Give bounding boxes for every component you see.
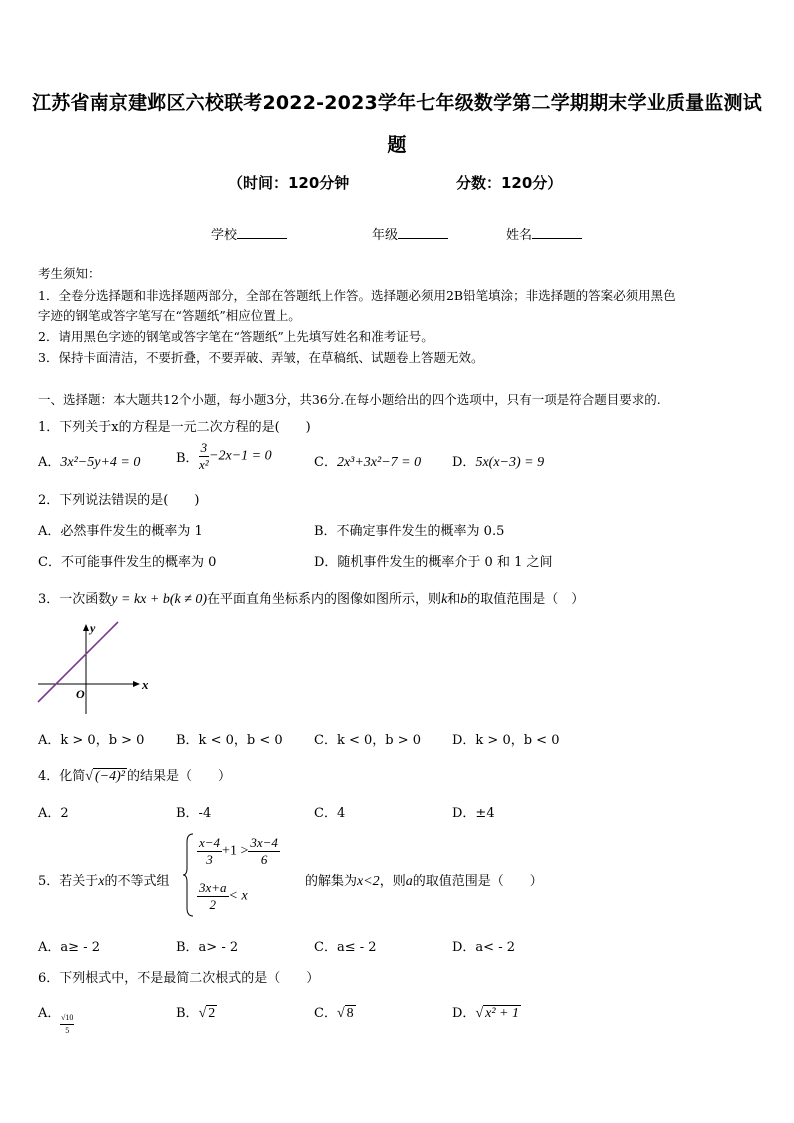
school-field — [211, 224, 287, 243]
q4-stem: 4．化简√ (−4)² 的结果是（ ） — [38, 769, 231, 784]
q4-option-d: D．±4 — [452, 806, 495, 821]
fraction: $\frac{3}{\text{x²}}$ — [198, 440, 209, 472]
q3-stem: 3．一次函数y = kx + b(k ≠ 0)在平面直角坐标系内的图像如图所示，则k和b的取值范围是（ ） — [38, 592, 585, 607]
q6-option-b: B．√ 2 — [176, 1006, 216, 1021]
q4-option-b: B．-4 — [176, 806, 212, 821]
q5-stem-pre: 5．若关于x的不等式组 — [38, 874, 170, 889]
notice-item-1-cont: 字迹的钢笔或答字笔写在“答题纸”相应位置上。 — [38, 308, 301, 323]
grade-label: 年级 — [372, 228, 399, 243]
q3-option-b: B．k < 0，b < 0 — [176, 733, 283, 748]
x-axis-arrow — [133, 681, 140, 687]
section-heading: 一、选择题：本大题共12个小题，每小题3分，共36分.在每小题给出的四个选项中，只有一项是符合题目要求的. — [38, 392, 661, 407]
y-axis-label: y — [90, 621, 96, 635]
q5-option-a: A．a≥ - 2 — [38, 940, 100, 955]
notice-heading: 考生须知： — [38, 266, 101, 281]
q4-option-a: A．2 — [38, 806, 69, 821]
origin-label: O — [76, 687, 85, 701]
q3-option-a: A．k > 0，b > 0 — [38, 733, 145, 748]
sqrt-expression: √ (−4)² — [85, 769, 125, 784]
notice-item-2: 2．请用黑色字迹的钢笔或答字笔在“答题纸”上先填写姓名和准考证号。 — [38, 329, 434, 344]
q1-stem: 1．下列关于x的方程是一元二次方程的是( ) — [38, 420, 311, 435]
school-label: 学校 — [211, 228, 238, 243]
q1-option-b: B． $\frac{3}{\text{x²}}$ −2x−1 = 0 — [176, 440, 272, 472]
score-label: 分数：120分） — [456, 174, 563, 192]
system-brace — [183, 832, 195, 918]
q1-option-d: D．5x(x−3) = 9 — [452, 455, 545, 470]
grade-field — [372, 224, 448, 243]
grade-blank — [398, 226, 448, 239]
notice-item-1: 1．全卷分选择题和非选择题两部分，全部在答题纸上作答。选择题必须用2B铅笔填涂；非选择题的答案必须用黑色 — [38, 288, 676, 303]
q5-option-d: D．a< - 2 — [452, 940, 515, 955]
name-blank — [532, 226, 582, 239]
q1-option-c: C．2x³+3x²−7 = 0 — [314, 455, 422, 470]
x-axis-label: x — [142, 677, 149, 692]
time-label: （时间：120分钟 — [228, 174, 350, 192]
school-blank — [237, 226, 287, 239]
q6-option-a: A． — [38, 1006, 61, 1021]
name-label: 姓名 — [506, 228, 533, 243]
name-field — [506, 224, 582, 243]
q2-option-a: A．必然事件发生的概率为 1 — [38, 524, 203, 539]
q5-option-b: B．a> - 2 — [176, 940, 239, 955]
page-title-cont: 题 — [387, 134, 407, 156]
q3-option-c: C．k < 0，b > 0 — [314, 733, 422, 748]
q5-inequality-2: $\frac{3x+a}{2}$ < x — [199, 880, 248, 912]
q1-option-a: A．3x²−5y+4 = 0 — [38, 455, 141, 470]
q4-option-c: C．4 — [314, 806, 346, 821]
q2-option-d: D．随机事件发生的概率介于 0 和 1 之间 — [314, 555, 553, 570]
q5-stem-post: 的解集为x<2，则a的取值范围是（ ） — [305, 874, 543, 889]
q5-option-c: C．a≤ - 2 — [314, 940, 377, 955]
q6-stem: 6．下列根式中，不是最简二次根式的是（ ） — [38, 971, 320, 986]
y-axis-arrow — [83, 624, 89, 631]
q6-option-d: D．√ x² + 1 — [452, 1006, 519, 1021]
q2-stem: 2．下列说法错误的是( ) — [38, 493, 200, 508]
page-title: 江苏省南京建邺区六校联考2022-2023学年七年级数学第二学期期末学业质量监测试 — [32, 92, 762, 114]
q2-option-b: B．不确定事件发生的概率为 0.5 — [314, 524, 505, 539]
q2-option-c: C．不可能事件发生的概率为 0 — [38, 555, 217, 570]
notice-item-3: 3．保持卡面清洁，不要折叠，不要弄破、弄皱，在草稿纸、试题卷上答题无效。 — [38, 350, 484, 365]
q6-option-a-fraction: √10 5 — [61, 1013, 74, 1035]
q6-option-c: C．√ 8 — [314, 1006, 354, 1021]
q3-graph — [34, 618, 154, 718]
q3-option-d: D．k > 0，b < 0 — [452, 733, 560, 748]
q5-inequality-1: $\frac{x-4}{3}$ +1 > $\frac{3x-4}{6}$ — [199, 835, 278, 867]
